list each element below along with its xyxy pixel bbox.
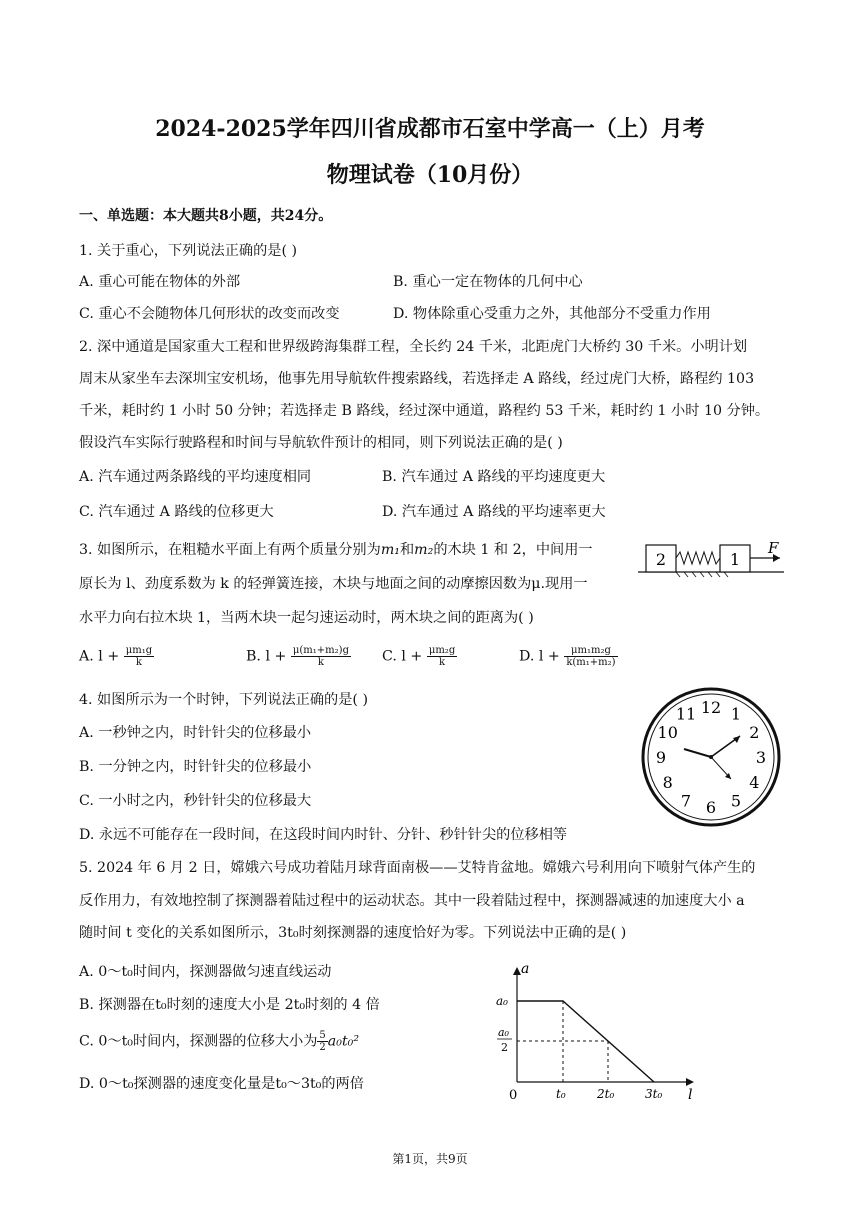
q1-option-d: D. 物体除重心受重力之外，其他部分不受重力作用 (393, 306, 711, 322)
page-title: 2024-2025学年四川省成都市石室中学高一（上）月考 (155, 116, 705, 142)
q3-line-2: 原长为 l、劲度系数为 k 的轻弹簧连接，木块与地面之间的动摩擦因数为μ.现用一 (79, 576, 588, 592)
q3-option-a (79, 645, 154, 668)
q3-line-1a: 3. 如图所示，在粗糙水平面上有两个质量分别为 (79, 542, 381, 558)
q5-option-a: A. 0～t₀时间内，探测器做匀速直线运动 (79, 964, 332, 980)
q3-line-1 (79, 539, 593, 559)
clock-figure (640, 686, 782, 828)
q3-d-num: μm₁m₂g (564, 645, 617, 657)
q3-b-num: μ(m₁+m₂)g (292, 645, 349, 656)
q5-line-1: 5. 2024 年 6 月 2 日，嫦娥六号成功着陆月球背面南极——艾特肯盆地。嫦娥六号利用向下喷射气体产生的 (79, 860, 756, 876)
q3-line-3: 水平力向右拉木块 1，当两木块一起匀速运动时，两木块之间的距离为( ) (79, 610, 534, 626)
block-1-label: 1 (729, 550, 741, 569)
clock-numeral-8: 8 (662, 773, 673, 792)
q5-option-d: D. 0～t₀探测器的速度变化量是t₀～3t₀的两倍 (79, 1076, 364, 1092)
x-axis-arrow (686, 1078, 694, 1086)
q4-option-c: C. 一小时之内，秒针针尖的位移最大 (79, 793, 312, 809)
clock-numeral-1: 1 (730, 704, 742, 724)
block-2-label: 2 (655, 550, 667, 569)
q2-option-c: C. 汽车通过 A 路线的位移更大 (79, 504, 274, 520)
q3-d-den: k(m₁+m₂) (566, 657, 616, 668)
q5-option-c (79, 1030, 359, 1053)
q3-b-den: k (317, 657, 324, 668)
q5-line-2: 反作用力，有效地控制了探测器着陆过程中的运动状态。其中一段着陆过程中，探测器减速的加速度大小 a (79, 893, 745, 909)
q4-option-a: A. 一秒钟之内，时针针尖的位移最小 (79, 725, 312, 741)
q3-line-1b: 和 (399, 542, 415, 558)
clock-numeral-11: 11 (675, 704, 697, 724)
clock-numeral-7: 7 (680, 791, 692, 811)
q3-a-fraction (124, 645, 154, 668)
q2-option-d: D. 汽车通过 A 路线的平均速率更大 (382, 504, 606, 520)
q1-option-b: B. 重心一定在物体的几何中心 (393, 274, 583, 290)
clock-numeral-3: 3 (755, 748, 767, 767)
x-tick-3t0: 3t₀ (645, 1087, 663, 1101)
q3-a-num: μm₁g (125, 645, 153, 656)
y-axis-label: a (521, 961, 530, 977)
q3-a-den: k (135, 657, 142, 668)
y-tick-half-den: 2 (501, 1041, 508, 1054)
y-axis-arrow (513, 967, 521, 975)
q3-d-prefix: D. l + (519, 648, 560, 665)
q3-c-den: k (439, 657, 446, 668)
q3-c-num: μm₂g (428, 645, 456, 656)
q2-option-b: B. 汽车通过 A 路线的平均速度更大 (382, 469, 606, 485)
q3-m2: m₂ (414, 542, 434, 558)
q4-stem: 4. 如图所示为一个时钟，下列说法正确的是( ) (79, 692, 369, 708)
clock-numeral-9: 9 (655, 748, 667, 767)
block-spring-figure (636, 536, 786, 580)
q2-option-a: A. 汽车通过两条路线的平均速度相同 (79, 469, 312, 485)
q5-c-prefix: C. 0～t₀时间内，探测器的位移大小为 (79, 1033, 318, 1050)
acceleration-time-graph (494, 960, 704, 1105)
clock-center (709, 755, 713, 759)
q5-option-b: B. 探测器在t₀时刻的速度大小是 2t₀时刻的 4 倍 (79, 997, 380, 1013)
x-tick-t0: t₀ (556, 1087, 566, 1101)
clock-numeral-2: 2 (749, 723, 760, 742)
q3-option-c (382, 645, 457, 668)
page-subtitle: 物理试卷（10月份） (326, 162, 534, 188)
clock-numeral-5: 5 (730, 791, 742, 811)
clock-numeral-6: 6 (705, 798, 717, 817)
q3-a-prefix: A. l + (79, 648, 120, 665)
spring (676, 552, 720, 564)
q5-c-den: 2 (319, 1042, 326, 1053)
page-footer: 第1页，共9页 (392, 1152, 468, 1166)
origin-label: 0 (509, 1088, 518, 1103)
q4-option-b: B. 一分钟之内，时针针尖的位移最小 (79, 759, 312, 775)
q2-line-1: 2. 深中通道是国家重大工程和世界级跨海集群工程，全长约 24 千米，北距虎门大桥约 30 千米。小明计划 (79, 339, 748, 355)
q4-option-d: D. 永远不可能存在一段时间，在这段时间内时针、分针、秒针针尖的位移相等 (79, 827, 568, 843)
q3-line-1c: 的木块 1 和 2，中间用一 (433, 542, 593, 558)
q3-c-prefix: C. l + (382, 648, 423, 665)
q2-line-4: 假设汽车实际行驶路程和时间与导航软件预计的相同，则下列说法正确的是( ) (79, 435, 563, 451)
q5-c-num: 5 (319, 1030, 326, 1041)
q3-d-fraction (564, 645, 617, 668)
clock-numeral-12: 12 (700, 698, 722, 717)
q5-c-fraction (317, 1030, 327, 1053)
q3-b-prefix: B. l + (246, 648, 287, 665)
q2-line-2: 周末从家坐车去深圳宝安机场，他事先用导航软件搜索路线，若选择走 A 路线，经过虎门大桥，路程约 103 (79, 371, 755, 387)
y-tick-half-num: a₀ (498, 1026, 509, 1039)
q3-b-fraction (291, 645, 351, 668)
q1-option-a: A. 重心可能在物体的外部 (79, 274, 241, 290)
q3-option-b (246, 645, 351, 668)
x-tick-2t0: 2t₀ (597, 1087, 615, 1101)
x-axis-label: l (688, 1087, 693, 1103)
q5-c-suffix: a₀t₀² (327, 1033, 360, 1050)
q2-line-3: 千米，耗时约 1 小时 50 分钟；若选择走 B 路线，经过深中通道，路程约 53 千米，耗时约 1 小时 10 分钟。 (79, 403, 770, 419)
q1-stem: 1. 关于重心，下列说法正确的是( ) (79, 243, 298, 259)
q5-line-3: 随时间 t 变化的关系如图所示，3t₀时刻探测器的速度恰好为零。下列说法中正确的是( ) (79, 925, 627, 941)
section-heading: 一、单选题：本大题共8小题，共24分。 (79, 208, 333, 224)
clock-numeral-4: 4 (749, 773, 760, 792)
clock-numeral-10: 10 (657, 723, 678, 742)
q3-option-d (519, 645, 618, 668)
q1-option-c: C. 重心不会随物体几何形状的改变而改变 (79, 306, 340, 322)
y-tick-a0: a₀ (496, 994, 508, 1008)
q3-m1: m₁ (380, 542, 400, 558)
force-label: F (768, 539, 779, 557)
q3-c-fraction (427, 645, 457, 668)
